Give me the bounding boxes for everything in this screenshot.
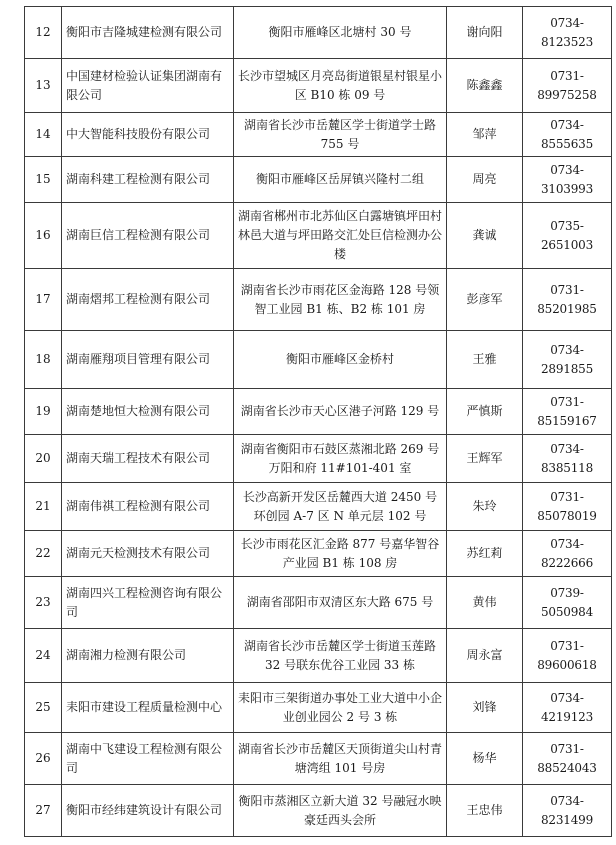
company-address: 湖南省长沙市雨花区金海路 128 号领智工业园 B1 栋、B2 栋 101 房 [234,269,447,331]
row-number: 24 [25,629,62,683]
contact-phone: 0734-8385118 [523,435,612,483]
row-number: 23 [25,577,62,629]
table-row [25,733,612,785]
company-table [24,6,612,837]
row-number: 21 [25,483,62,531]
contact-person: 杨华 [447,733,523,785]
contact-person: 谢向阳 [447,7,523,59]
contact-phone: 0734-8123523 [523,7,612,59]
contact-phone: 0731-88524043 [523,733,612,785]
company-address: 长沙高新开发区岳麓西大道 2450 号环创园 A-7 区 N 单元层 102 号 [234,483,447,531]
contact-phone: 0731-89975258 [523,59,612,113]
row-number: 13 [25,59,62,113]
company-name: 中国建材检验认证集团湖南有限公司 [62,59,234,113]
company-address: 衡阳市蒸湘区立新大道 32 号融冠水映豪廷西头会所 [234,785,447,837]
row-number: 22 [25,531,62,577]
table-row [25,113,612,157]
company-name: 湖南中飞建设工程检测有限公司 [62,733,234,785]
company-address: 湖南省邵阳市双清区东大路 675 号 [234,577,447,629]
table-row [25,435,612,483]
row-number: 12 [25,7,62,59]
contact-person: 王辉军 [447,435,523,483]
document-page [24,6,611,837]
contact-person: 王雅 [447,331,523,389]
row-number: 17 [25,269,62,331]
table-row [25,157,612,203]
row-number: 26 [25,733,62,785]
contact-phone: 0731-85078019 [523,483,612,531]
contact-phone: 0731-89600618 [523,629,612,683]
table-row [25,389,612,435]
contact-phone: 0734-3103993 [523,157,612,203]
company-address: 湖南省长沙市天心区港子河路 129 号 [234,389,447,435]
company-name: 湖南伟祺工程检测有限公司 [62,483,234,531]
row-number: 25 [25,683,62,733]
company-address: 衡阳市雁峰区岳屏镇兴隆村二组 [234,157,447,203]
company-name: 耒阳市建设工程质量检测中心 [62,683,234,733]
company-address: 湖南省长沙市岳麓区学士街道玉莲路 32 号联东优谷工业园 33 栋 [234,629,447,683]
company-address: 耒阳市三架街道办事处工业大道中小企业创业园公 2 号 3 栋 [234,683,447,733]
company-name: 湖南巨信工程检测有限公司 [62,203,234,269]
contact-person: 王忠伟 [447,785,523,837]
row-number: 14 [25,113,62,157]
contact-person: 严慎斯 [447,389,523,435]
company-address: 长沙市雨花区汇金路 877 号嘉华智谷产业园 B1 栋 108 房 [234,531,447,577]
contact-person: 龚诚 [447,203,523,269]
company-name: 湖南科建工程检测有限公司 [62,157,234,203]
contact-person: 朱玲 [447,483,523,531]
table-row [25,577,612,629]
row-number: 27 [25,785,62,837]
contact-person: 彭彦军 [447,269,523,331]
company-name: 湖南楚地恒大检测有限公司 [62,389,234,435]
table-row [25,785,612,837]
contact-person: 周永富 [447,629,523,683]
contact-person: 邹萍 [447,113,523,157]
row-number: 19 [25,389,62,435]
contact-person: 刘锋 [447,683,523,733]
company-name: 湖南天瑞工程技术有限公司 [62,435,234,483]
table-row [25,331,612,389]
company-address: 湖南省长沙市岳麓区天顶街道尖山村青塘湾组 101 号房 [234,733,447,785]
table-row [25,269,612,331]
company-name: 湖南雁翔项目管理有限公司 [62,331,234,389]
contact-phone: 0731-85159167 [523,389,612,435]
contact-phone: 0734-2891855 [523,331,612,389]
table-row [25,483,612,531]
contact-phone: 0734-8231499 [523,785,612,837]
company-name: 衡阳市经纬建筑设计有限公司 [62,785,234,837]
table-row [25,7,612,59]
contact-person: 苏红莉 [447,531,523,577]
table-row [25,203,612,269]
row-number: 18 [25,331,62,389]
contact-phone: 0734-8555635 [523,113,612,157]
company-name: 湖南四兴工程检测咨询有限公司 [62,577,234,629]
company-address: 长沙市望城区月亮岛街道银星村银星小区 B10 栋 09 号 [234,59,447,113]
company-name: 湖南元天检测技术有限公司 [62,531,234,577]
contact-person: 黄伟 [447,577,523,629]
company-address: 湖南省郴州市北苏仙区白露塘镇坪田村林邑大道与坪田路交汇处巨信检测办公楼 [234,203,447,269]
table-row [25,629,612,683]
company-name: 衡阳市吉隆城建检测有限公司 [62,7,234,59]
contact-phone: 0731-85201985 [523,269,612,331]
table-row [25,59,612,113]
contact-phone: 0735-2651003 [523,203,612,269]
row-number: 15 [25,157,62,203]
company-address: 衡阳市雁峰区金桥村 [234,331,447,389]
contact-phone: 0734-8222666 [523,531,612,577]
company-name: 湖南熠邦工程检测有限公司 [62,269,234,331]
contact-phone: 0734-4219123 [523,683,612,733]
row-number: 20 [25,435,62,483]
company-name: 中大智能科技股份有限公司 [62,113,234,157]
table-row [25,531,612,577]
row-number: 16 [25,203,62,269]
contact-person: 周亮 [447,157,523,203]
contact-person: 陈鑫鑫 [447,59,523,113]
company-address: 湖南省衡阳市石鼓区蒸湘北路 269 号万阳和府 11#101-401 室 [234,435,447,483]
contact-phone: 0739-5050984 [523,577,612,629]
company-name: 湖南湘力检测有限公司 [62,629,234,683]
company-address: 衡阳市雁峰区北塘村 30 号 [234,7,447,59]
table-row [25,683,612,733]
company-address: 湖南省长沙市岳麓区学士街道学士路 755 号 [234,113,447,157]
